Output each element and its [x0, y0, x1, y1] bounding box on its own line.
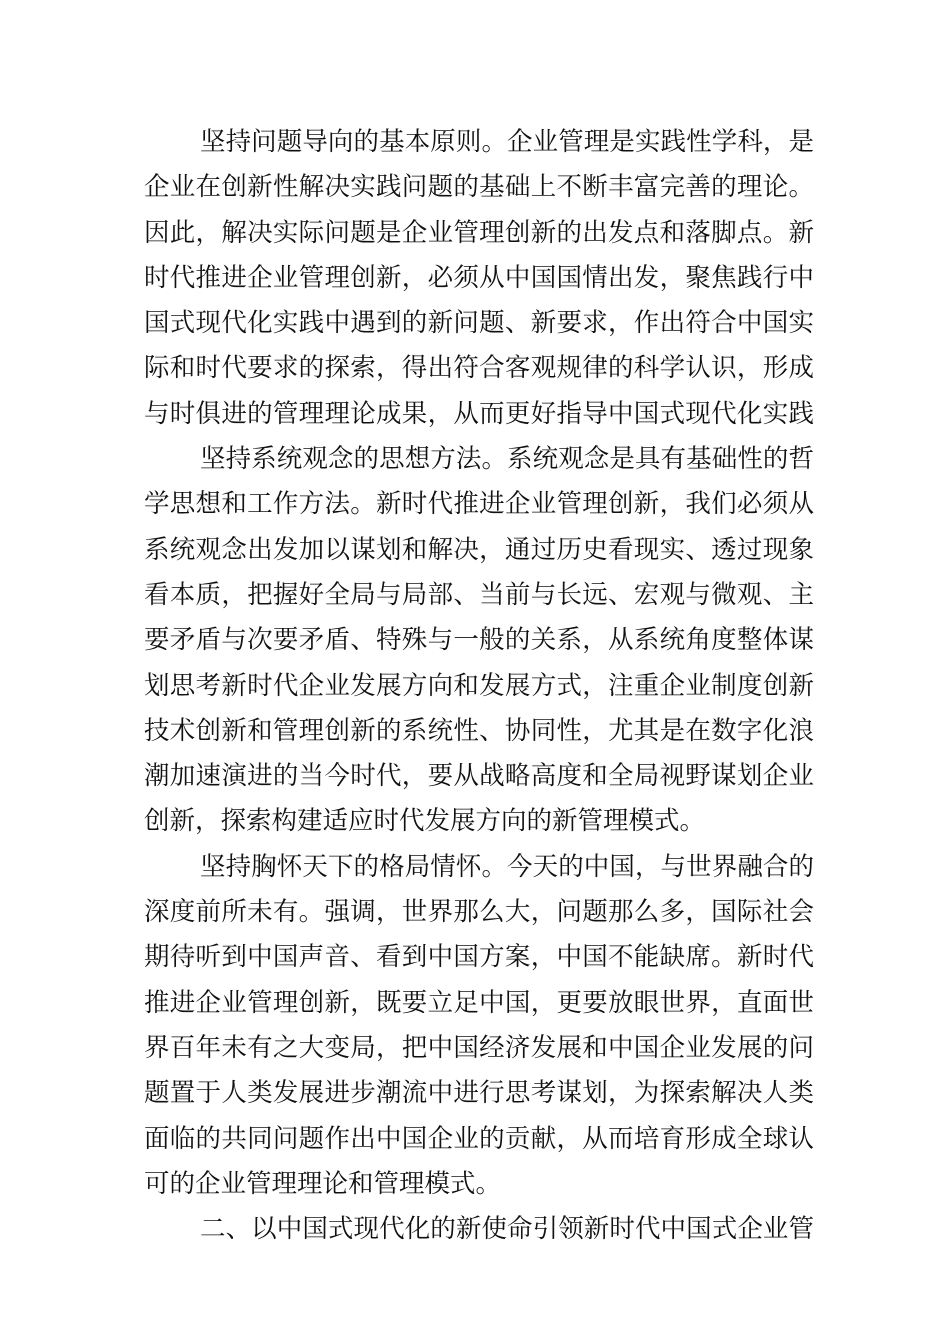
text-line: 坚持胸怀天下的格局情怀。今天的中国，与世界融合的 — [200, 851, 814, 882]
text-line: 推进企业管理创新，既要立足中国，更要放眼世界，直面世 — [144, 987, 814, 1018]
text-line: 系统观念出发加以谋划和解决，通过历史看现实、透过现象 — [144, 534, 814, 565]
text-line: 创新，探索构建适应时代发展方向的新管理模式。 — [144, 806, 706, 837]
text-line: 坚持系统观念的思想方法。系统观念是具有基础性的哲 — [200, 444, 814, 475]
document-body — [144, 120, 814, 1252]
paragraph-global-vision — [144, 845, 814, 1207]
text-line: 与时俱进的管理理论成果，从而更好指导中国式现代化实践 — [144, 398, 814, 429]
text-line: 因此，解决实际问题是企业管理创新的出发点和落脚点。新 — [144, 217, 814, 248]
text-line: 划思考新时代企业发展方向和发展方式，注重企业制度创新 — [144, 670, 814, 701]
text-line: 二、以中国式现代化的新使命引领新时代中国式企业管 — [200, 1214, 814, 1245]
paragraph-systems-view — [144, 437, 814, 845]
text-line: 学思想和工作方法。新时代推进企业管理创新，我们必须从 — [144, 489, 814, 520]
text-line: 期待听到中国声音、看到中国方案，中国不能缺席。新时代 — [144, 942, 814, 973]
text-line: 技术创新和管理创新的系统性、协同性，尤其是在数字化浪 — [144, 715, 814, 746]
text-line: 题置于人类发展进步潮流中进行思考谋划，为探索解决人类 — [144, 1078, 814, 1109]
section-heading-two — [144, 1207, 814, 1252]
text-line: 潮加速演进的当今时代，要从战略高度和全局视野谋划企业 — [144, 761, 814, 792]
paragraph-problem-orientation — [144, 120, 814, 437]
text-line: 际和时代要求的探索，得出符合客观规律的科学认识，形成 — [144, 353, 814, 384]
text-line: 要矛盾与次要矛盾、特殊与一般的关系，从系统角度整体谋 — [144, 625, 814, 656]
text-line: 面临的共同问题作出中国企业的贡献，从而培育形成全球认 — [144, 1123, 814, 1154]
text-line: 时代推进企业管理创新，必须从中国国情出发，聚焦践行中 — [144, 262, 814, 293]
text-line: 深度前所未有。强调，世界那么大，问题那么多，国际社会 — [144, 897, 814, 928]
text-line: 界百年未有之大变局，把中国经济发展和中国企业发展的问 — [144, 1032, 814, 1063]
text-line: 看本质，把握好全局与局部、当前与长远、宏观与微观、主 — [144, 579, 814, 610]
text-line: 国式现代化实践中遇到的新问题、新要求，作出符合中国实 — [144, 308, 814, 339]
text-line: 可的企业管理理论和管理模式。 — [144, 1168, 502, 1199]
text-line: 坚持问题导向的基本原则。企业管理是实践性学科，是 — [200, 127, 814, 157]
text-line: 企业在创新性解决实践问题的基础上不断丰富完善的理论。 — [144, 172, 814, 203]
